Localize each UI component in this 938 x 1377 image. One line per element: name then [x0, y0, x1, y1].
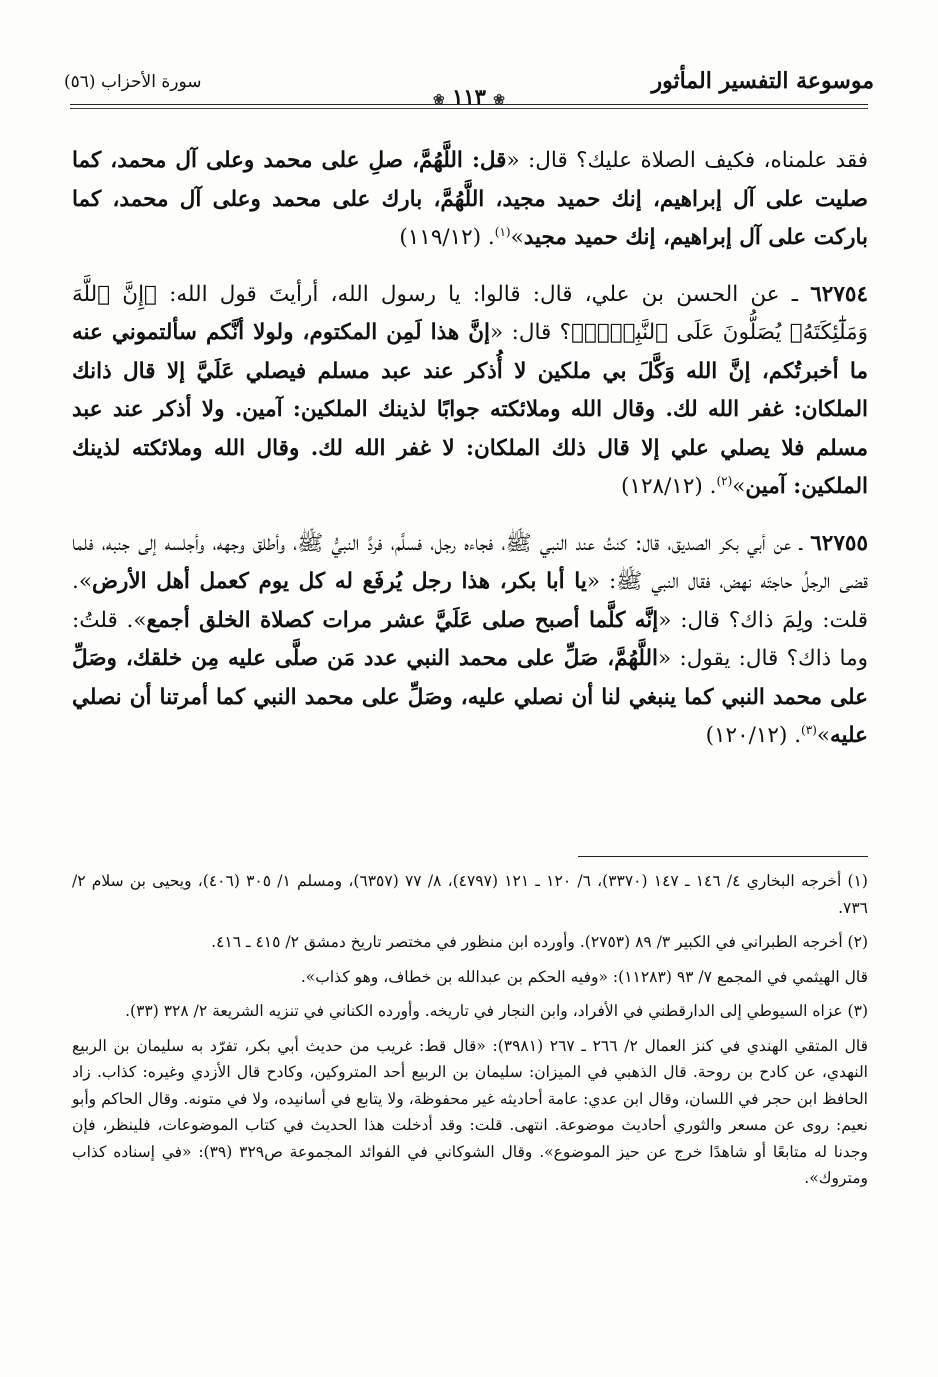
text-segment: ». قلت: ولِمَ ذاك؟ قال: « [72, 569, 869, 633]
footnote-mark[interactable]: (٢) [716, 473, 733, 488]
footnotes [72, 868, 868, 1200]
book-title: موسوعة التفسير المأثور [651, 68, 874, 94]
header-rule [70, 104, 868, 105]
hadith-text: يا أبا بكر، هذا رجل يُرفَع له كل يوم كعمل أهل الأرض [92, 569, 587, 594]
hadith-text: إنَّه كلَّما أصبح صلى عَلَيَّ عشر مرات كصلاة الخلق أجمع [146, 607, 659, 633]
footnote: (١) أخرجه البخاري ٤/ ١٤٦ ـ ١٤٧ (٣٣٧٠)، ٦/ ١٢٠ ـ ١٢١ (٤٧٩٧)، ٨/ ٧٧ (٦٣٥٧)، ومسلم ١/ ٣٠٥ (٤٠٦)، ويحيى بن سلام ٢/ ٧٣٦. [72, 872, 868, 917]
text-segment: ـ عن الحسن بن علي، قال: قالوا: يا رسول الله، أرأيتَ قول الله: ﴿إِنَّ ٱللَّهَ وَمَلَٰٓئِكَتَهُۥ يُصَلُّونَ عَلَى ٱلنَّبِيِّۚ﴾؟ قال: « [72, 281, 869, 345]
text-segment: ». قلتُ: وما ذاك؟ قال: يقول: « [72, 607, 868, 671]
volume-reference: . (١٢٠/١٢) [705, 723, 802, 748]
volume-reference: . (١٢٨/١٢) [621, 474, 717, 499]
text-segment: » [510, 225, 524, 250]
volume-reference: . (١١٩/١٢) [399, 225, 495, 250]
hadith-text: قل: اللَّهُمَّ، صلِ على محمد وعلى آل محمد، كما صليت على آل إبراهيم، إنك حميد مجيد، اللَّهُمَّ، بارك على محمد وعلى آل محمد، كما باركت على آل إبراهيم، إنك حميد مجيد [72, 148, 868, 250]
paragraph [72, 276, 868, 507]
hadith-number: ٦٢٧٥٤ [810, 281, 868, 307]
footnote: قال الهيثمي في المجمع ٧/ ٩٣ (١١٢٨٣): «وفيه الحكم بن عبدالله بن خطاف، وهو كذاب». [300, 967, 868, 986]
text-segment: فقد علمناه، فكيف الصلاة عليك؟ قال: « [506, 148, 868, 173]
hadith-text: إنَّ هذا لَمِن المكتوم، ولولا أنَّكم سألتموني عنه ما أخبرتُكم، إنَّ الله وَكَّلَ بي ملكين لا أُذكر عند عبد مسلم فيصلي عَلَيَّ إلا قال ذانك الملكان: غفر الله لك. وقال الله وملائكته جوابًا لذينك الملكين: آمين. ولا أذكر عند عبد مسلم فلا يصلي علي إلا قال ذلك الملكان: لا غفر الله لك. وقال الله وملائكته لذينك الملكين: آمين [72, 320, 868, 499]
text-segment: ـ عن أبي بكر الصديق، قال: كنتُ عند النبي ﷺ، فجاءه رجل، فسلَّم، فردَّ النبيُّ ﷺ، وأطلق وجهه، وأجلسه إلى جنبه، فلما قضى الرجلُ حاجتَه نهض، فقال النبي ﷺ: « [72, 530, 869, 594]
footnote: (٣) عزاه السيوطي إلى الدارقطني في الأفراد، وابن النجار في تاريخه. وأورده الكناني في تنزيه الشريعة ٢/ ٣٢٨ (٣٣). [125, 1002, 868, 1020]
footnote-separator [578, 856, 868, 857]
footnote: (٢) أخرجه الطبراني في الكبير ٣/ ٨٩ (٢٧٥٣). وأورده ابن منظور في مختصر تاريخ دمشق ٢/ ٤١٥ ـ ٤١٦. [211, 933, 868, 951]
hadith-text: اللَّهُمَّ، صَلِّ على محمد النبي عدد مَن صلَّى عليه مِن خلقك، وصَلِّ على محمد النبي كما ينبغي لنا أن نصلي عليه، وصَلِّ على محمد النبي كما أمرتنا أن نصلي عليه [72, 646, 868, 748]
paragraph [72, 142, 868, 258]
ornament-icon: ❀ [493, 92, 505, 108]
surah-label: سورة الأحزاب (٥٦) [64, 72, 202, 92]
paragraph [72, 525, 868, 756]
footnote-mark[interactable]: (٣) [801, 722, 817, 737]
main-text [72, 142, 868, 774]
ornament-icon: ❀ [433, 92, 445, 108]
text-segment: » [732, 474, 746, 499]
footnote: قال المتقي الهندي في كنز العمال ٢/ ٢٦٦ ـ ٢٦٧ (٣٩٨١): «قال قط: غريب من حديث أبي بكر، تفرّد به سليمان بن الربيع النهدي، عن كادح بن روحة. قال الذهبي في الميزان: سليمان بن الربيع أحد المتروكين، وكادح قال الأزدي وغيره: كذاب. زاد الحافظ ابن حجر في اللسان، وقال ابن عدي: عامة أحاديثه غير محفوظة، ولا يتابع في أسانيده، ولا في متونه. وقال الحاكم وأبو نعيم: روى عن مسعر والثوري أحاديث موضوعة. انتهى. قلت: وقد أدخلت هذا الحديث في كتاب الموضوعات، فلينظر، فإن وجدنا له متابعًا أو شاهدًا خرج عن حيز الموضوع». وقال الشوكاني في الفوائد المجموعة ص٣٢٩ (٣٩): «في إسناده كذاب ومتروك». [72, 1036, 868, 1187]
footnote-mark[interactable]: (١) [494, 224, 511, 239]
page-number: ١١٣ [452, 84, 486, 109]
text-segment: » [816, 723, 831, 748]
hadith-number: ٦٢٧٥٥ [810, 530, 868, 556]
header-rule-thin [70, 108, 868, 109]
